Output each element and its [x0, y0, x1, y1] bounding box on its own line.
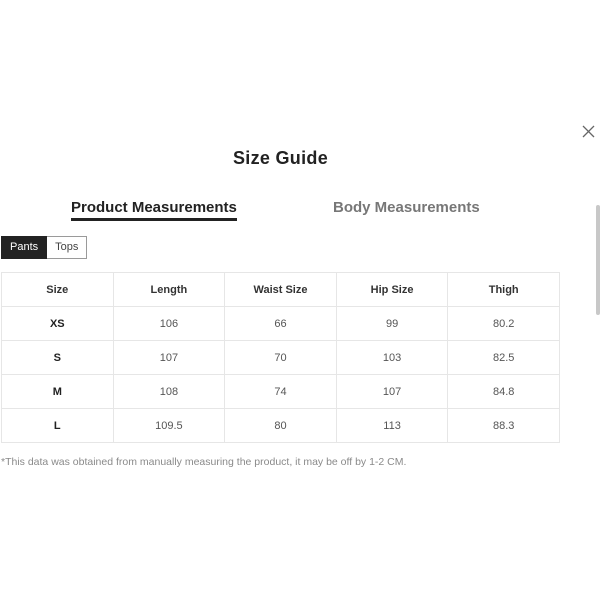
tab-body-measurements[interactable]: Body Measurements: [333, 199, 480, 216]
size-value: XS: [2, 307, 114, 341]
header-thigh: Thigh: [448, 273, 560, 307]
thigh-value: 80.2: [448, 307, 560, 341]
waist-value: 80: [225, 409, 337, 443]
waist-value: 74: [225, 375, 337, 409]
length-value: 108: [113, 375, 225, 409]
header-hip: Hip Size: [336, 273, 448, 307]
waist-value: 66: [225, 307, 337, 341]
table-row: [2, 307, 560, 341]
waist-value: 70: [225, 341, 337, 375]
table-row: [2, 341, 560, 375]
size-table: [1, 272, 560, 443]
header-size: Size: [2, 273, 114, 307]
measurement-note: *This data was obtained from manually measuring the product, it may be off by 1-2 CM.: [1, 456, 407, 468]
size-value: S: [2, 341, 114, 375]
hip-value: 113: [336, 409, 448, 443]
length-value: 109.5: [113, 409, 225, 443]
hip-value: 107: [336, 375, 448, 409]
thigh-value: 82.5: [448, 341, 560, 375]
close-icon: [581, 124, 596, 139]
length-value: 107: [113, 341, 225, 375]
dialog-title: Size Guide: [232, 148, 329, 168]
category-subtabs: [1, 236, 87, 259]
header-waist: Waist Size: [225, 273, 337, 307]
table-header-row: [2, 273, 560, 307]
measurement-tabs: [0, 199, 600, 225]
subtab-tops[interactable]: Tops: [47, 236, 87, 259]
header-length: Length: [113, 273, 225, 307]
table-row: [2, 375, 560, 409]
scrollbar[interactable]: [596, 205, 600, 315]
close-button[interactable]: [581, 124, 596, 139]
thigh-value: 88.3: [448, 409, 560, 443]
thigh-value: 84.8: [448, 375, 560, 409]
table-row: [2, 409, 560, 443]
hip-value: 99: [336, 307, 448, 341]
hip-value: 103: [336, 341, 448, 375]
size-value: M: [2, 375, 114, 409]
size-value: L: [2, 409, 114, 443]
tab-product-measurements[interactable]: Product Measurements: [71, 199, 237, 221]
subtab-pants[interactable]: Pants: [1, 236, 47, 259]
length-value: 106: [113, 307, 225, 341]
